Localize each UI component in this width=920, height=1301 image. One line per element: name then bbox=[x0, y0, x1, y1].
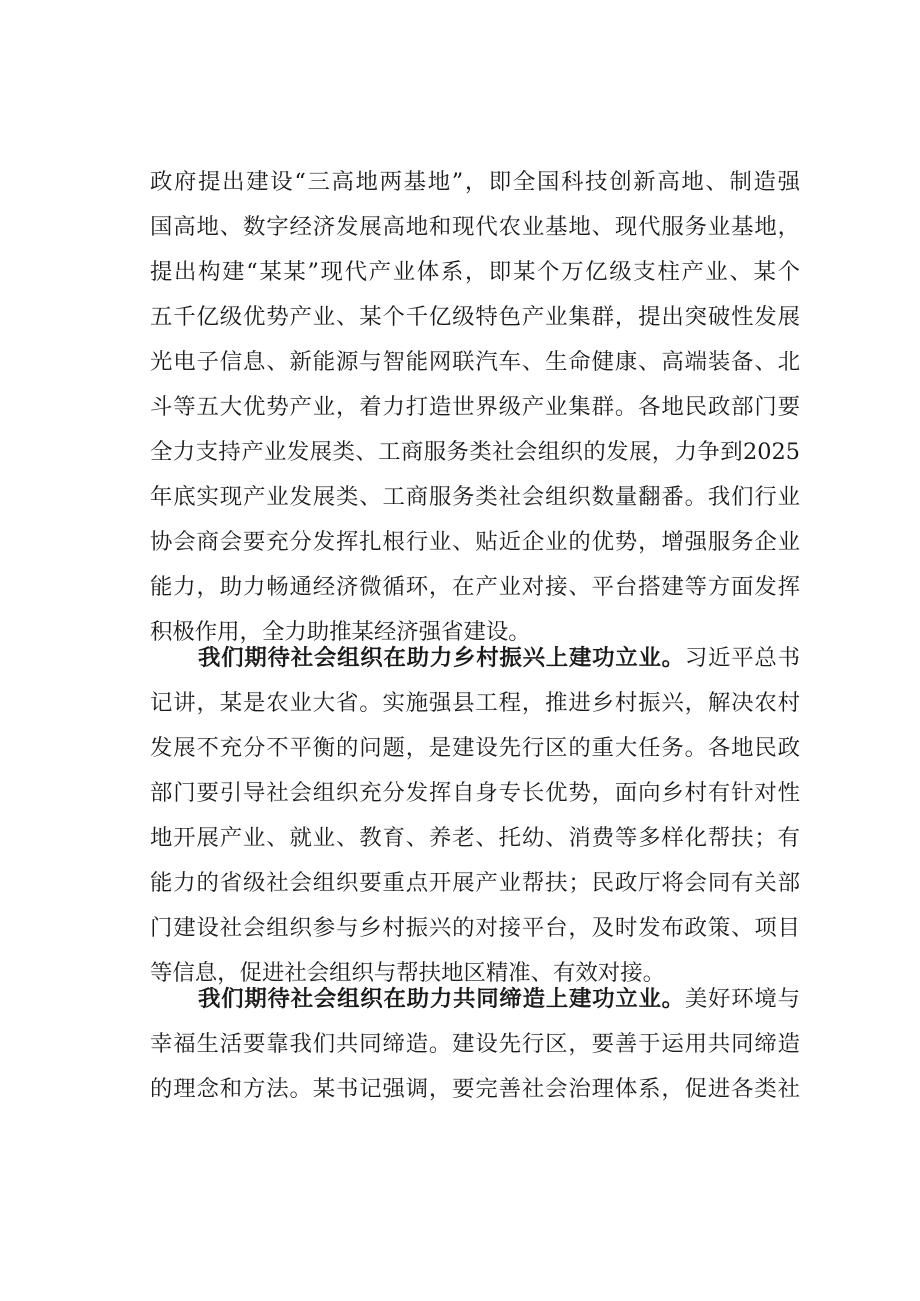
paragraph-1-line-11: 积极作用，全力助推某经济强省建设。 bbox=[150, 619, 531, 645]
paragraph-2-heading: 我们期待社会组织在助力乡村振兴上建功立业。 bbox=[198, 645, 685, 671]
paragraph-2-line-7: 门建设社会组织参与乡村振兴的对接平台，及时发布政策、项目 bbox=[150, 915, 800, 941]
paragraph-1-line-10: 能力，助力畅通经济微循环，在产业对接、平台搭建等方面发挥 bbox=[150, 574, 800, 600]
paragraph-2-line-3: 发展不充分不平衡的问题，是建设先行区的重大任务。各地民政 bbox=[150, 735, 800, 761]
paragraph-2-line-2: 记讲，某是农业大省。实施强县工程，推进乡村振兴，解决农村 bbox=[150, 690, 800, 716]
paragraph-3-line-3: 的理念和方法。某书记强调，要完善社会治理体系，促进各类社 bbox=[150, 1076, 800, 1102]
paragraph-3-line-2: 幸福生活要靠我们共同缔造。建设先行区，要善于运用共同缔造 bbox=[150, 1031, 800, 1057]
paragraph-1-line-2: 国高地、数字经济发展高地和现代农业基地、现代服务业基地， bbox=[150, 214, 800, 240]
paragraph-1-line-4: 五千亿级优势产业、某个千亿级特色产业集群，提出突破性发展 bbox=[150, 304, 800, 330]
paragraph-1-line-6: 斗等五大优势产业，着力打造世界级产业集群。各地民政部门要 bbox=[150, 394, 800, 420]
paragraph-3-first-rest: 美好环境与 bbox=[684, 986, 801, 1012]
paragraph-1-line-3: 提出构建“某某”现代产业体系，即某个万亿级支柱产业、某个 bbox=[150, 259, 800, 285]
paragraph-2-line-4: 部门要引导社会组织充分发挥自身专长优势，面向乡村有针对性 bbox=[150, 780, 800, 806]
paragraph-1-line-1: 政府提出建设“三高地两基地”，即全国科技创新高地、制造强 bbox=[150, 169, 800, 195]
paragraph-1-line-5: 光电子信息、新能源与智能网联汽车、生命健康、高端装备、北 bbox=[150, 349, 800, 375]
paragraph-2-line-6: 能力的省级社会组织要重点开展产业帮扶；民政厅将会同有关部 bbox=[150, 870, 800, 896]
paragraph-2-line-8: 等信息，促进社会组织与帮扶地区精准、有效对接。 bbox=[150, 960, 665, 986]
paragraph-2-first-line bbox=[198, 636, 800, 681]
paragraph-2-first-rest: 习近平总书 bbox=[684, 645, 801, 671]
paragraph-1-line-8: 年底实现产业发展类、工商服务类社会组织数量翻番。我们行业 bbox=[150, 484, 800, 510]
paragraph-3-first-line bbox=[198, 977, 800, 1022]
paragraph-1-line-7: 全力支持产业发展类、工商服务类社会组织的发展，力争到2025 bbox=[150, 439, 800, 465]
paragraph-1-line-9: 协会商会要充分发挥扎根行业、贴近企业的优势，增强服务企业 bbox=[150, 529, 800, 555]
paragraph-3-heading: 我们期待社会组织在助力共同缔造上建功立业。 bbox=[198, 986, 685, 1012]
paragraph-2-line-5: 地开展产业、就业、教育、养老、托幼、消费等多样化帮扶；有 bbox=[150, 825, 800, 851]
